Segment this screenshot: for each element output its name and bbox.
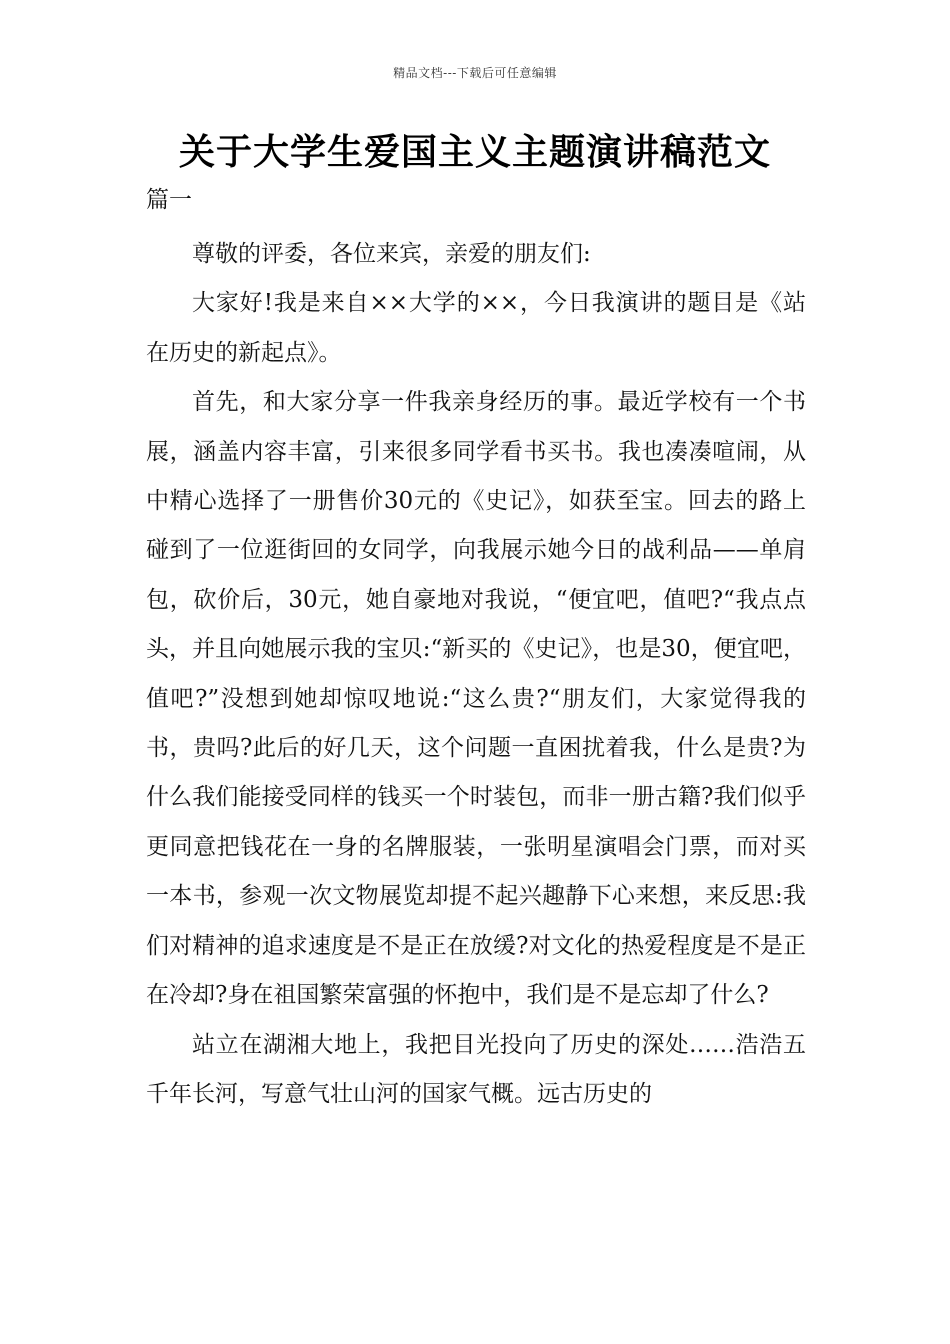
paragraph-greeting: 尊敬的评委，各位来宾，亲爱的朋友们: <box>192 241 591 267</box>
section-label: 篇一 <box>146 187 192 213</box>
paragraph-story: 首先，和大家分享一件我亲身经历的事。最近学校有一个书展，涵盖内容丰富，引来很多同学看书买书。我也凑凑喧闹，从中精心选择了一册售价30元的《史记》，如获至宝。回去的路上碰到了一位逛街回的女同学，向我展示她今日的战利品——单肩包，砍价后，30元，她自豪地对我说，“便宜吧，值吧?“我点点头，并且向她展示我的宝贝:“新买的《史记》，也是30，便宜吧，值吧?”没想到她却惊叹地说:“这么贵?“朋友们，大家觉得我的书，贵吗?此后的好几天，这个问题一直困扰着我，什么是贵?为什么我们能接受同样的钱买一个时装包，而非一册古籍?我们似乎更同意把钱花在一身的名牌服装，一张明星演唱会门票，而对买一本书，参观一次文物展览却提不起兴趣静下心来想，来反思:我们对精神的追求速度是不是正在放缓?对文化的热爱程度是不是正在冷却?身在祖国繁荣富强的怀抱中，我们是不是忘却了什么? <box>146 389 806 1009</box>
paragraph-intro: 大家好!我是来自××大学的××，今日我演讲的题目是《站在历史的新起点》。 <box>146 290 806 366</box>
paragraph-history: 站立在湖湘大地上，我把目光投向了历史的深处……浩浩五千年长河，写意气壮山河的国家气概。远古历史的 <box>146 1031 806 1107</box>
document-title: 关于大学生爱国主义主题演讲稿范文 <box>178 132 771 173</box>
document-body <box>146 230 806 1119</box>
header-note: 精品文档---下载后可任意编辑 <box>393 66 557 80</box>
